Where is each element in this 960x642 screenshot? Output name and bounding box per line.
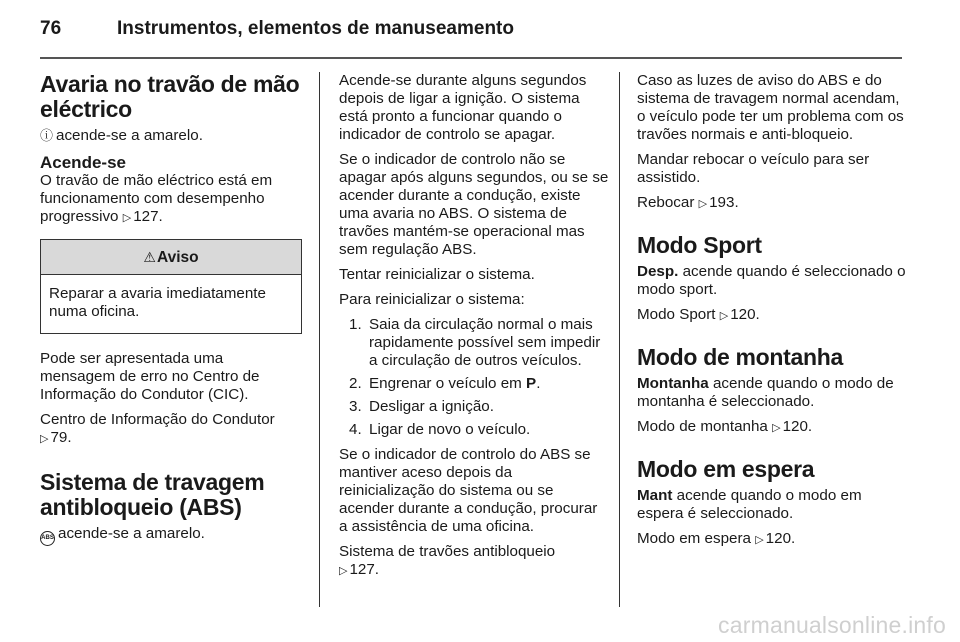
warning-box-text: Reparar a avaria imediatamente numa oficina. <box>49 285 266 320</box>
page-ref-link[interactable]: 120. <box>730 306 760 323</box>
abs-warning-icon: ABS <box>40 531 55 546</box>
epb-indicator-text: ⓘ acende-se a amarelo. <box>40 127 203 144</box>
mountain-mode-text: Montanha acende quando o modo de montanha é seleccionado. <box>637 375 894 410</box>
cross-reference-icon: ▷ <box>339 565 348 577</box>
standby-ref-paragraph: Modo em espera ▷ 120. <box>637 530 796 547</box>
abs-ref-paragraph: Sistema de travões antibloqueio ▷ 127. <box>339 543 556 578</box>
heading-standby-mode: Modo em espera <box>637 456 815 482</box>
list-item: 3. Desligar a ignição. <box>349 398 494 415</box>
sport-mode-text: Desp. acende quando é seleccionado o modo sport. <box>637 263 906 298</box>
page-ref-link[interactable]: 120. <box>782 418 813 435</box>
column-3 <box>637 72 907 556</box>
page-number: 76 <box>40 18 62 39</box>
reset-steps-list <box>339 316 609 439</box>
page-ref-link[interactable]: 127. <box>349 561 380 578</box>
warning-box <box>40 239 302 334</box>
header-rule <box>40 57 902 59</box>
column-divider <box>619 72 620 607</box>
standby-mode-text: Mant acende quando o modo em espera é seleccionado. <box>637 487 862 522</box>
watermark: carmanualsonline.info <box>718 612 946 638</box>
list-item: 4. Ligar de novo o veículo. <box>349 421 531 438</box>
mountain-ref-paragraph: Modo de montanha ▷ 120. <box>637 418 813 435</box>
list-item: 1. Saia da circulação normal o mais rapidamente possível sem impedir a circulação de outros veículos. <box>349 316 601 369</box>
column-divider <box>319 72 320 607</box>
towing-ref-paragraph: Rebocar ▷ 193. <box>637 194 739 211</box>
epb-warning-icon: ⓘ <box>40 128 54 143</box>
page-ref-link[interactable]: 193. <box>709 194 739 211</box>
column-1 <box>40 72 302 553</box>
heading-abs: Sistema de travagem antibloqueio (ABS) <box>40 469 265 520</box>
gear-p-label: P <box>526 375 537 392</box>
paragraph: Acende-se durante alguns segundos depois de ligar a ignição. O sistema está pronto a funcionar quando o indicador de controlo se apagar. <box>339 72 587 143</box>
paragraph: Caso as luzes de aviso do ABS e do sistema de travagem normal acendam, o veículo pode ter um problema com os travões normais e anti-bloqueio. <box>637 72 904 143</box>
paragraph: Mandar rebocar o veículo para ser assistido. <box>637 151 870 186</box>
heading-mountain-mode: Modo de montanha <box>637 344 844 370</box>
running-title: Instrumentos, elementos de manuseamento <box>117 18 514 39</box>
page-ref-link[interactable]: 79. <box>50 429 72 446</box>
cross-reference-icon: ▷ <box>698 198 708 210</box>
cic-paragraph: Centro de Informação do Condutor ▷ 79. <box>40 411 275 446</box>
cross-reference-icon: ▷ <box>122 212 132 224</box>
cross-reference-icon: ▷ <box>772 422 781 434</box>
column-2 <box>339 72 609 587</box>
heading-sport-mode: Modo Sport <box>637 232 762 258</box>
warning-box-header: ⚠Aviso <box>41 240 301 275</box>
paragraph: Se o indicador de controlo do ABS se mantiver aceso depois da reinicialização do sistema ou se acender durante a condução, procurar a assistência de uma oficina. <box>339 446 598 535</box>
paragraph: Para reinicializar o sistema: <box>339 291 525 308</box>
acende-paragraph: O travão de mão eléctrico está em funcionamento com desempenho progressivo ▷ 127. <box>40 172 273 225</box>
page-ref-link[interactable]: 120. <box>765 530 796 547</box>
paragraph: Tentar reinicializar o sistema. <box>339 266 535 283</box>
heading-epb-fault: Avaria no travão de mão eléctrico <box>40 71 300 122</box>
paragraph: Se o indicador de controlo não se apagar após alguns segundos, ou se se acender durante a condução, existe uma avaria no ABS. O sistema de travões mantém-se operacional mas sem regulação ABS. <box>339 151 609 258</box>
page-header <box>40 16 910 48</box>
cross-reference-icon: ▷ <box>755 534 764 546</box>
cross-reference-icon: ▷ <box>40 433 49 445</box>
page-ref-link[interactable]: 127. <box>133 208 163 225</box>
heading-acende: Acende-se <box>40 153 126 172</box>
message-paragraph: Pode ser apresentada uma mensagem de erro no Centro de Informação do Condutor (CIC). <box>40 350 260 403</box>
sport-ref-paragraph: Modo Sport ▷ 120. <box>637 306 760 323</box>
list-item: 2. Engrenar o veículo em P. <box>349 375 541 392</box>
cross-reference-icon: ▷ <box>719 310 729 322</box>
warning-triangle-icon: ⚠ <box>143 249 156 265</box>
abs-indicator-text: ABS acende-se a amarelo. <box>40 525 302 546</box>
